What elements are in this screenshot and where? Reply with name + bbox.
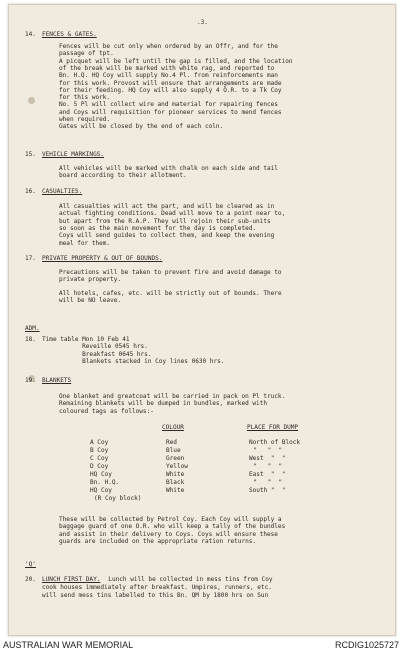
text-line: will be NO leave. — [59, 297, 122, 305]
text-line: cook houses immediately after breakfast. Umpires, runners, etc. — [42, 584, 272, 591]
section-title: BLANKETS — [42, 377, 72, 384]
table-cell: Red — [166, 439, 177, 446]
section-number: 18. — [25, 336, 36, 343]
table-cell: A Coy — [90, 439, 109, 446]
column-header-colour: COLOUR — [162, 424, 184, 431]
section-title: PRIVATE PROPERTY & OUT OF BOUNDS. — [42, 255, 163, 262]
table-cell: C Coy — [90, 455, 109, 462]
section-title: VEHICLE MARKINGS. — [42, 151, 105, 158]
text-line: for this work. — [59, 94, 111, 102]
text-line: Remaining blankets will be dumped in bundles, marked with — [59, 400, 267, 408]
text-line: baggage guard of one O.R. who will keep a tally of the bundles — [59, 523, 286, 531]
text-line: These will be collected by Petrol Coy. Each Coy will supply a — [59, 516, 282, 523]
text-line: No. 5 Pl will collect wire and material for repairing fences — [59, 101, 278, 109]
text-line: of the break will be marked with white rag, and reported to — [59, 64, 275, 72]
table-cell: East " " — [249, 471, 286, 478]
text-line: Lunch will be collected in mess tins from Coy — [101, 576, 273, 583]
text-line: and assist in their delivery to Coys. Coys will ensure these — [59, 530, 278, 538]
text-line: All casualties will act the part, and will be cleared as in — [59, 203, 275, 210]
column-header-place: PLACE FOR DUMP — [247, 424, 299, 431]
section-number: 16. — [25, 188, 36, 195]
text-line: Coys will send guides to collect them, and keep the evening — [59, 232, 275, 240]
text-line: coloured tags as follows:- — [59, 407, 154, 415]
text-line: passage of tpt. — [59, 50, 114, 58]
text-line: so soon as the main movement for the day is completed. — [59, 224, 257, 232]
section-title: FENCES & GATES. — [42, 31, 97, 38]
footer-source: AUSTRALIAN WAR MEMORIAL — [3, 640, 134, 650]
text-line: when required. — [59, 116, 111, 123]
table-cell: B Coy — [90, 447, 109, 454]
adm-heading: ADM. — [25, 325, 40, 332]
table-cell: D Coy — [90, 463, 109, 470]
table-cell: Green — [166, 455, 185, 462]
text-line: for this work. Provost will ensure that arrangements are made — [59, 79, 282, 87]
table-cell: HQ Coy — [90, 471, 112, 478]
footer-record-id: RCDIG1025727 — [334, 640, 399, 650]
text-line: Bn. H.Q. HQ Coy will supply No.4 Pl. from reinforcements man — [59, 72, 278, 80]
page-number: .3. — [197, 19, 208, 26]
text-line: Precautions will be taken to prevent fire and avoid damage to — [59, 269, 282, 276]
table-cell: " " " — [253, 479, 283, 486]
text-line: guards are included on the appropriate ration returns. — [59, 537, 257, 545]
text-line: board according to their allotment. — [59, 172, 187, 180]
text-line: meal for them. — [59, 239, 111, 247]
table-cell: Bn. H.Q. — [90, 479, 120, 486]
section-title: LUNCH FIRST DAY. — [42, 576, 101, 583]
section-title: CASUALTIES. — [42, 188, 83, 195]
section-number: 17. — [25, 255, 36, 262]
table-cell: Black — [166, 479, 185, 486]
section-number: 15. — [25, 151, 36, 158]
table-cell: South " " — [249, 487, 286, 494]
text-line: Time table Mon 10 Feb 41 — [42, 336, 130, 343]
text-line: but apart from the R.A.P. They will rejoin their sub-units — [59, 217, 271, 225]
text-line: and Coys will requisition for pioneer services to mend fences — [59, 108, 282, 116]
text-line: Breakfast 0645 hrs. — [42, 350, 152, 358]
text-line: All vehicles will be marked with chalk on each side and tail — [59, 165, 278, 172]
section-number: 19. — [25, 377, 36, 384]
table-cell: White — [166, 487, 185, 494]
table-cell: " " " — [253, 447, 283, 454]
section-number: 14. — [25, 31, 36, 38]
table-cell: Blue — [166, 447, 181, 454]
document-page — [8, 4, 396, 636]
table-cell: HQ Coy — [90, 487, 112, 494]
table-cell: West " " — [249, 455, 286, 462]
text-line: A picquet will be left until the gap is filled, and the location — [59, 57, 293, 65]
table-cell: (R Coy block) — [94, 495, 142, 502]
table-cell: North of Block — [249, 439, 301, 446]
text-line: All hotels, cafes, etc. will be strictly out of bounds. There — [59, 290, 282, 297]
text-line: Fences will be cut only when ordered by an Offr, and for the — [59, 43, 278, 50]
section-number: 20. — [25, 576, 36, 583]
q-heading: 'Q' — [25, 561, 36, 568]
text-line: private property. — [59, 276, 122, 284]
table-cell: Yellow — [166, 463, 188, 470]
text-line: Reveille 0545 hrs. — [42, 343, 148, 351]
text-line: for their feeding. HQ Coy will also supply 4 O.R. to a Tk Coy — [59, 86, 282, 94]
text-line: will send mess tins labelled to this Bn. QM by 1800 hrs on Sun — [42, 592, 269, 599]
punch-hole — [28, 97, 35, 104]
text-line: actual fighting conditions. Dead will move to a point near to, — [59, 210, 286, 218]
text-line: Gates will be closed by the end of each coln. — [59, 123, 224, 131]
table-cell: White — [166, 471, 185, 478]
table-cell: " " " — [253, 463, 283, 470]
archive-footer — [0, 637, 403, 654]
text-line: One blanket and greatcoat will be carried in pack on Pl truck. — [59, 393, 286, 400]
text-line: Blankets stacked in Coy lines 0630 hrs. — [42, 357, 225, 365]
